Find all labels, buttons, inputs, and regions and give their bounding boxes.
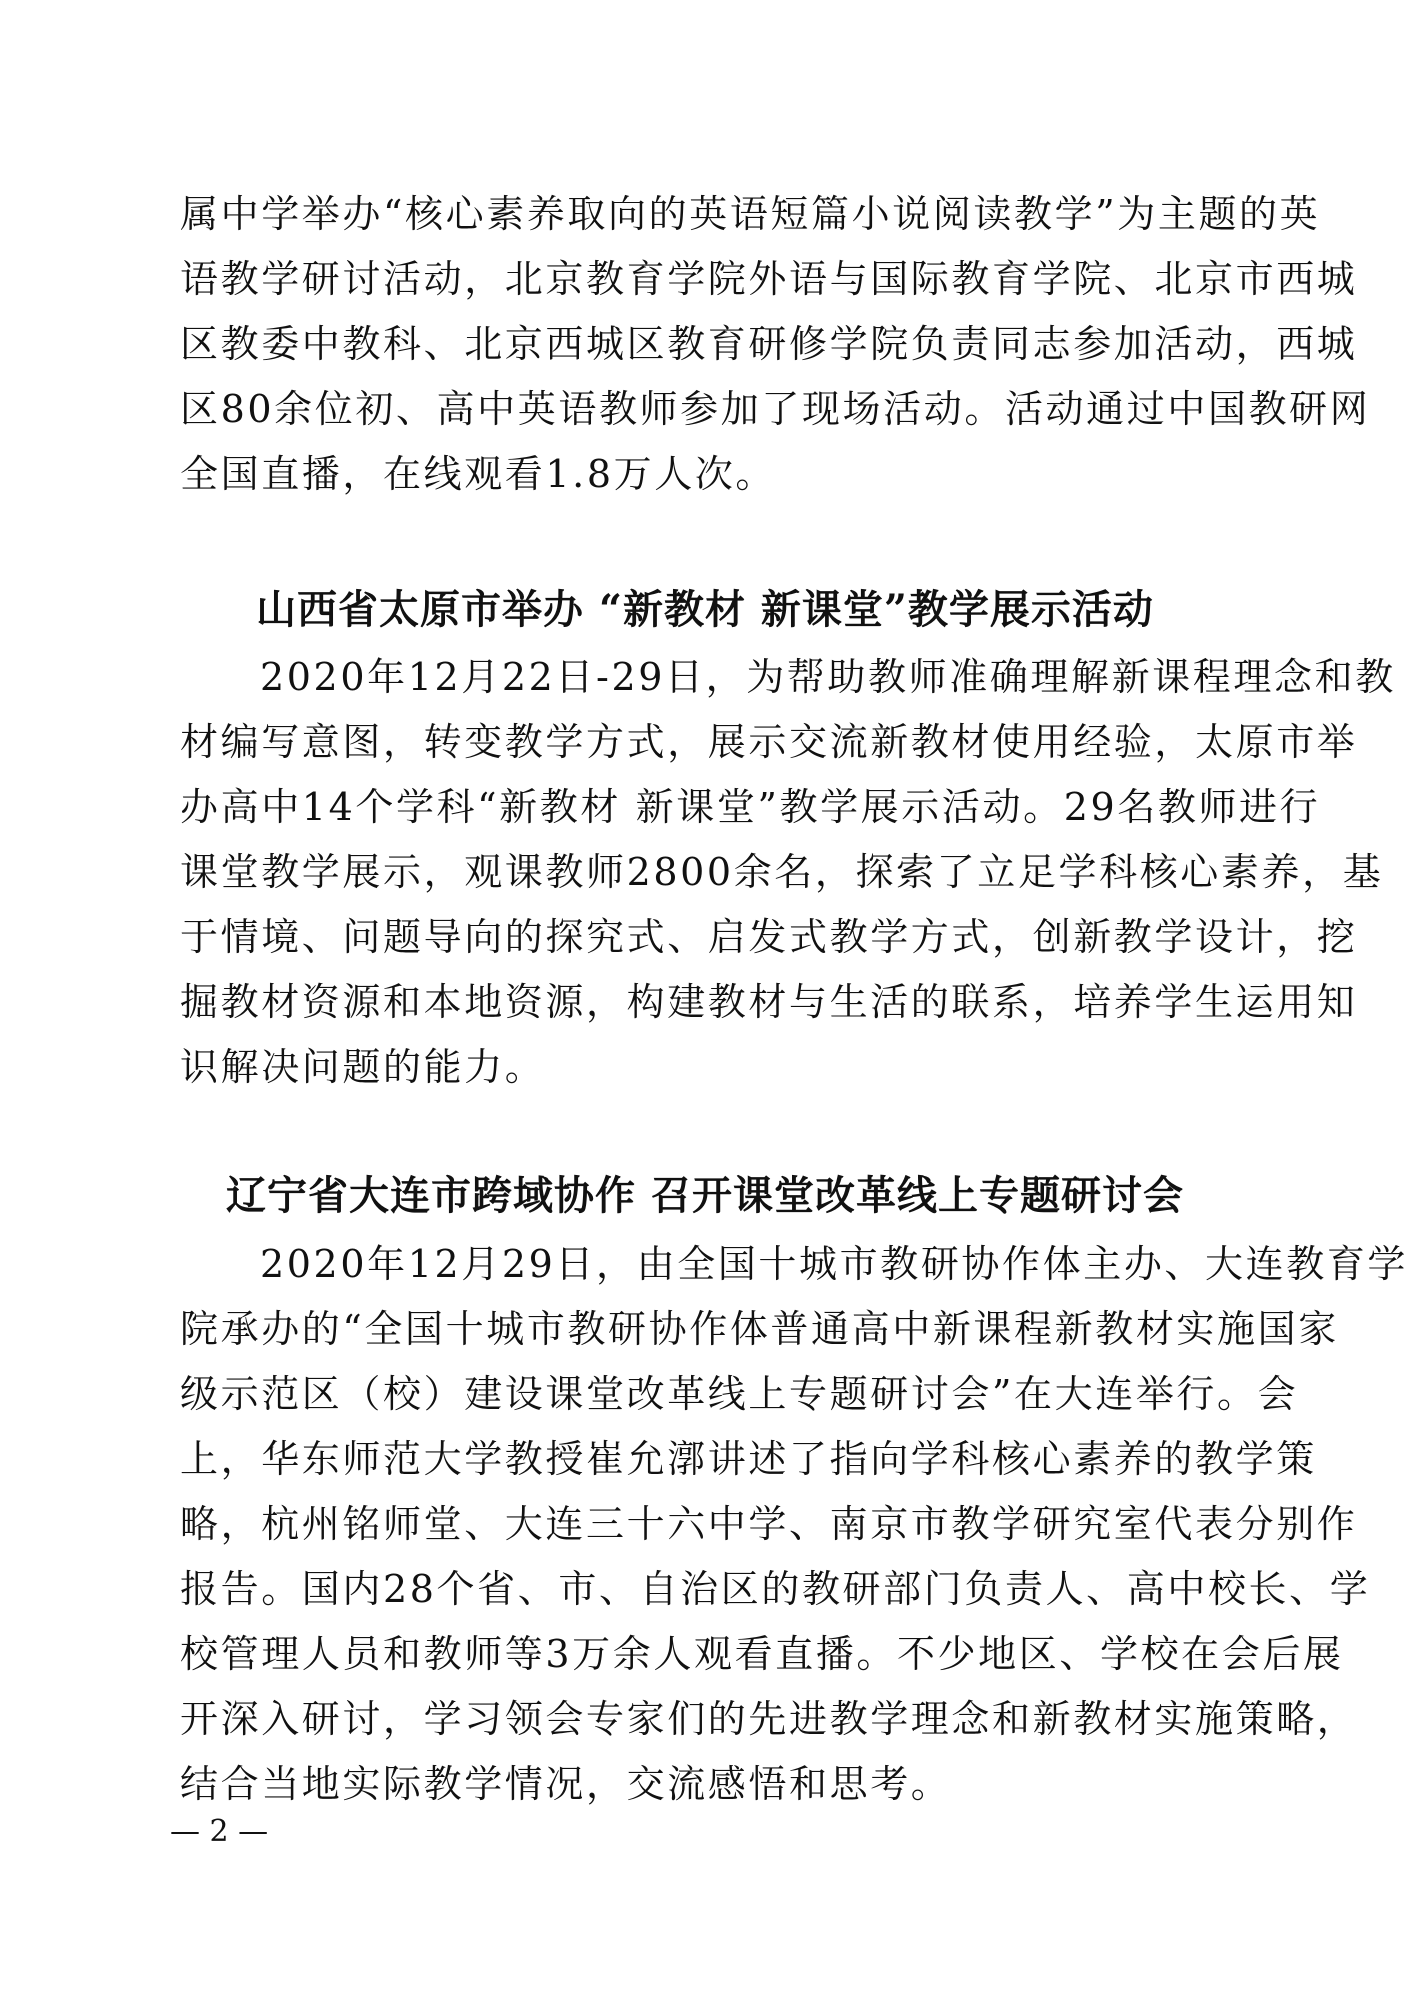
paragraph-line: 语教学研讨活动，北京教育学院外语与国际教育学院、北京市西城 [180, 257, 1358, 301]
paragraph-line: 报告。国内28个省、市、自治区的教研部门负责人、高中校长、学 [180, 1567, 1371, 1611]
paragraph-line: 略，杭州铭师堂、大连三十六中学、南京市教学研究室代表分别作 [180, 1502, 1358, 1546]
paragraph-line: 于情境、问题导向的探究式、启发式教学方式，创新教学设计，挖 [180, 915, 1358, 959]
paragraph-line: 办高中14个学科“新教材 新课堂”教学展示活动。29名教师进行 [180, 785, 1321, 829]
paragraph-line: 区80余位初、高中英语教师参加了现场活动。活动通过中国教研网 [180, 387, 1371, 431]
paragraph-line: 全国直播，在线观看1.8万人次。 [180, 452, 777, 496]
taiyuan-paragraph [180, 645, 1396, 1100]
dalian-paragraph [180, 1232, 1409, 1817]
paragraph-line: 识解决问题的能力。 [180, 1045, 546, 1089]
paragraph-line: 结合当地实际教学情况，交流感悟和思考。 [180, 1762, 952, 1806]
paragraph-line: 属中学举办“核心素养取向的英语短篇小说阅读教学”为主题的英 [180, 192, 1321, 236]
paragraph-line: 材编写意图，转变教学方式，展示交流新教材使用经验，太原市举 [180, 720, 1358, 764]
paragraph-line: 掘教材资源和本地资源，构建教材与生活的联系，培养学生运用知 [180, 980, 1358, 1024]
section-heading-dalian: 辽宁省大连市跨域协作 召开课堂改革线上专题研讨会 [226, 1172, 1184, 1219]
paragraph-line: 2020年12月29日，由全国十城市教研协作体主办、大连教育学 [260, 1242, 1409, 1286]
intro-paragraph [180, 182, 1371, 507]
paragraph-line: 院承办的“全国十城市教研协作体普通高中新课程新教材实施国家 [180, 1307, 1339, 1351]
paragraph-line: 课堂教学展示，观课教师2800余名，探索了立足学科核心素养，基 [180, 850, 1384, 894]
page-number: — 2 — [170, 1814, 269, 1849]
paragraph-line: 校管理人员和教师等3万余人观看直播。不少地区、学校在会后展 [180, 1632, 1344, 1676]
paragraph-line: 区教委中教科、北京西城区教育研修学院负责同志参加活动，西城 [180, 322, 1358, 366]
paragraph-line: 2020年12月22日-29日，为帮助教师准确理解新课程理念和教 [260, 655, 1396, 699]
section-heading-taiyuan: 山西省太原市举办 “新教材 新课堂”教学展示活动 [256, 586, 1154, 633]
paragraph-line: 级示范区（校）建设课堂改革线上专题研讨会”在大连举行。会 [180, 1372, 1299, 1416]
paragraph-line: 开深入研讨，学习领会专家们的先进教学理念和新教材实施策略， [180, 1697, 1358, 1741]
paragraph-line: 上，华东师范大学教授崔允漷讲述了指向学科核心素养的教学策 [180, 1437, 1317, 1481]
